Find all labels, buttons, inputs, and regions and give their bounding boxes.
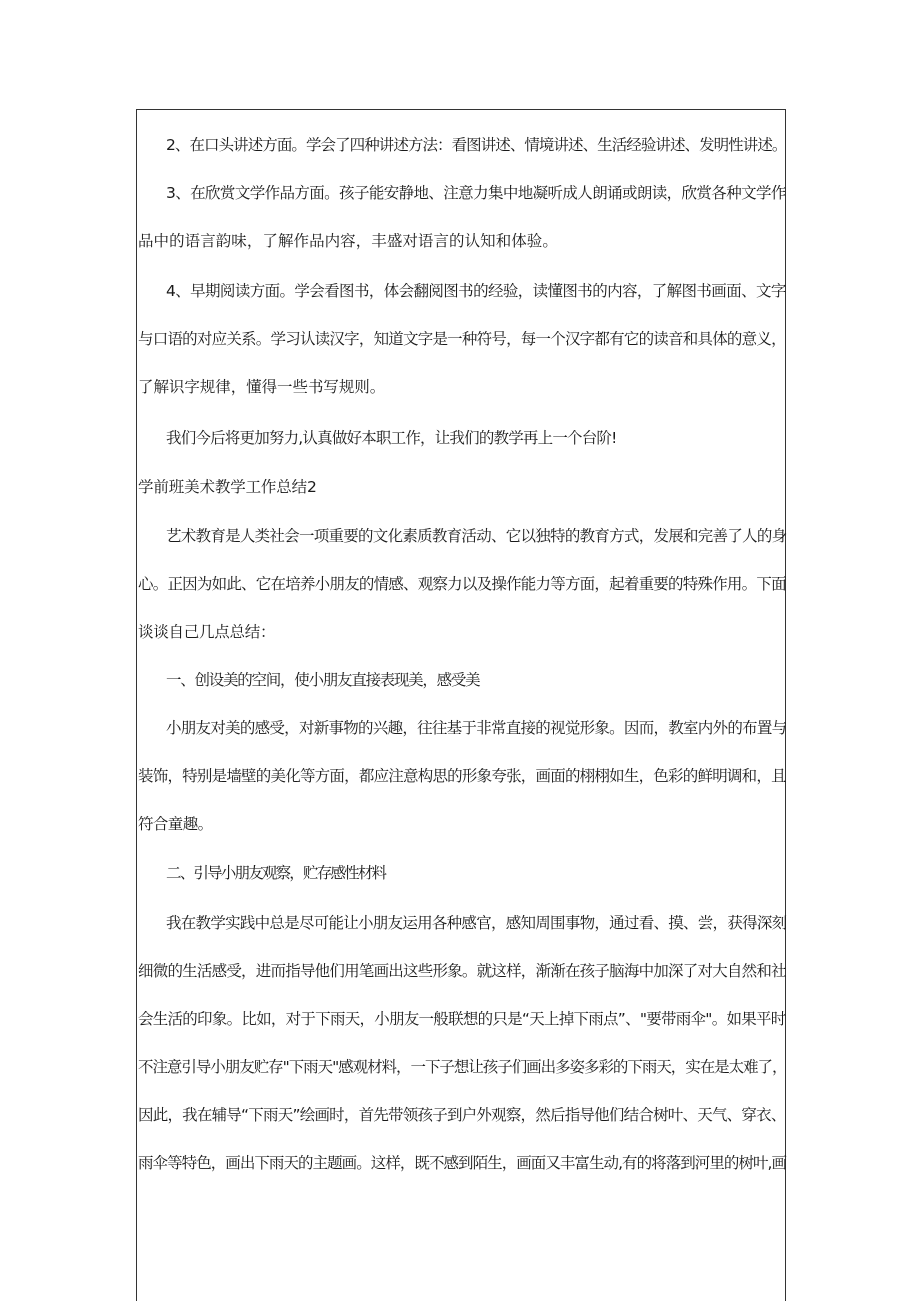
section-title: 学前班美术教学工作总结2	[138, 478, 317, 496]
subheading: 二、引导小朋友观察，贮存感性材料	[166, 864, 386, 882]
paragraph-line: 4、早期阅读方面。学会看图书，体会翻阅图书的经验，读懂图书的内容，了解图书画面、文字	[166, 282, 786, 300]
paragraph-line: 艺术教育是人类社会一项重要的文化素质教育活动、它以独特的教育方式，发展和完善了人的身	[166, 527, 787, 545]
paragraph-line: 小朋友对美的感受，对新事物的兴趣，往往基于非常直接的视觉形象。因而，教室内外的布置与	[166, 719, 787, 737]
subheading: 一、创设美的空间，使小朋友直接表现美，感受美	[166, 671, 480, 689]
paragraph-line: 会生活的印象。比如，对于下雨天，小朋友一般联想的只是“天上掉下雨点”、"要带雨伞"。如果平时	[138, 1010, 786, 1028]
paragraph-line: 装饰，特别是墙壁的美化等方面，都应注意构思的形象夸张，画面的栩栩如生，色彩的鲜明调和，且	[138, 767, 786, 785]
paragraph-line: 心。正因为如此、它在培养小朋友的情感、观察力以及操作能力等方面，起着重要的特殊作用。下面	[138, 575, 786, 593]
paragraph-line: 我在教学实践中总是尽可能让小朋友运用各种感官，感知周围事物，通过看、摸、尝，获得深刻	[166, 914, 787, 932]
paragraph-line: 不注意引导小朋友贮存"下雨天"感观材料，一下子想让孩子们画出多姿多彩的下雨天，实在是太难了，	[138, 1058, 787, 1076]
paragraph-line: 雨伞等特色，画出下雨天的主题画。这样，既不感到陌生，画面又丰富生动,有的将落到河里的树叶,画	[138, 1154, 787, 1172]
paragraph-line: 3、在欣赏文学作品方面。孩子能安静地、注意力集中地凝听成人朗诵或朗读，欣赏各种文学作	[166, 184, 786, 202]
paragraph-line: 品中的语言韵味，了解作品内容，丰盛对语言的认知和体验。	[138, 232, 558, 250]
paragraph-line: 细微的生活感受，进而指导他们用笔画出这些形象。就这样，渐渐在孩子脑海中加深了对大自然和社	[138, 962, 786, 980]
paragraph-line: 了解识字规律，懂得一些书写规则。	[138, 378, 386, 396]
paragraph-line: 因此，我在辅导“下雨天”绘画时，首先带领孩子到户外观察，然后指导他们结合树叶、天气、穿衣、	[138, 1106, 786, 1124]
paragraph-line: 与口语的对应关系。学习认读汉字，知道文字是一种符号，每一个汉字都有它的读音和具体的意义，	[138, 330, 786, 348]
paragraph-line: 符合童趣。	[138, 815, 213, 833]
paragraph-line: 2、在口头讲述方面。学会了四种讲述方法：看图讲述、情境讲述、生活经验讲述、发明性讲述。	[166, 136, 787, 154]
paragraph-line: 我们今后将更加努力,认真做好本职工作，让我们的教学再上一个台阶!	[166, 429, 617, 447]
paragraph-line: 谈谈自己几点总结：	[138, 623, 276, 641]
